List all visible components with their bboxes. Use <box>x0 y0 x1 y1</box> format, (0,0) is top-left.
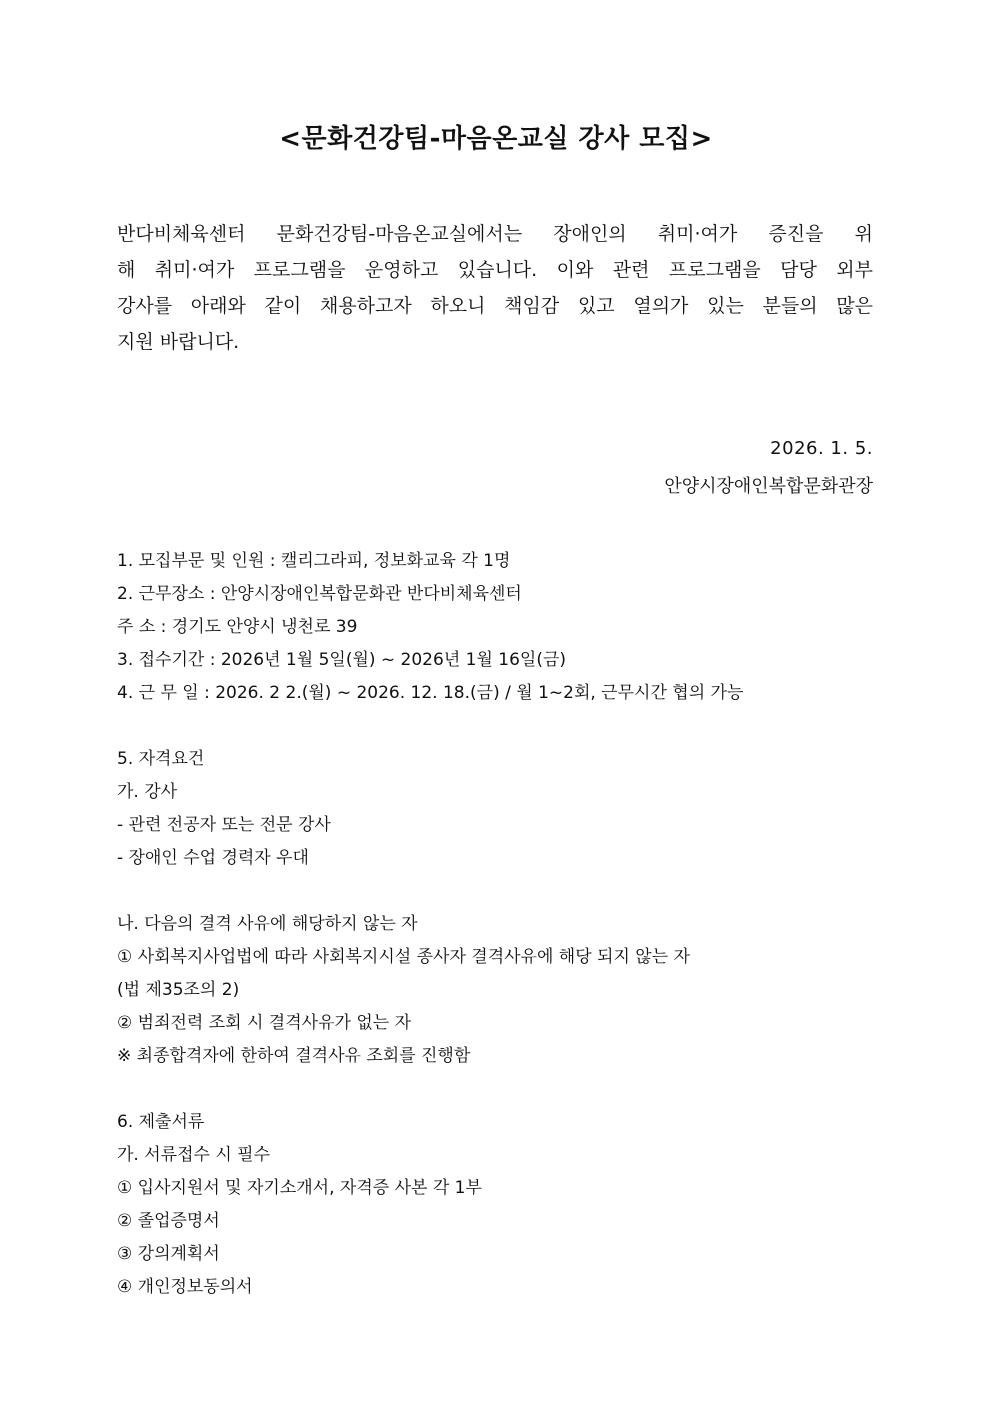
list-item: ※ 최종합격자에 한하여 결격사유 조회를 진행함 <box>117 1046 471 1066</box>
documents-heading: 6. 제출서류 <box>117 1112 205 1132</box>
item-period: 3. 접수기간 : 2026년 1월 5일(월) ~ 2026년 1월 16일(금) <box>117 650 567 670</box>
page-title: <문화건강팀-마음온교실 강사 모집> <box>279 124 713 154</box>
intro-paragraph <box>117 216 873 360</box>
qualifications-sub-b: 나. 다음의 결격 사유에 해당하지 않는 자 <box>117 914 418 934</box>
list-item: ① 입사지원서 및 자기소개서, 자격증 사본 각 1부 <box>117 1178 482 1198</box>
list-item: ① 사회복지사업법에 따라 사회복지시설 종사자 결격사유에 해당 되지 않는 자 <box>117 947 690 967</box>
item-workdays: 4. 근 무 일 : 2026. 2 2.(월) ~ 2026. 12. 18.(금) / 월 1~2회, 근무시간 협의 가능 <box>117 683 744 703</box>
item-workplace: 2. 근무장소 : 안양시장애인복합문화관 반다비체육센터 <box>117 584 522 604</box>
item-recruit: 1. 모집부문 및 인원 : 캘리그라피, 정보화교육 각 1명 <box>117 551 511 571</box>
list-item: (법 제35조의 2) <box>117 980 240 1000</box>
list-item: - 관련 전공자 또는 전문 강사 <box>117 815 331 835</box>
intro-line: 강사를 아래와 같이 채용하고자 하오니 책임감 있고 열의가 있는 분들의 많은 <box>117 295 873 317</box>
qualifications-sub-a: 가. 강사 <box>117 782 178 802</box>
intro-line: 반다비체육센터 문화건강팀-마음온교실에서는 장애인의 취미·여가 증진을 위 <box>117 223 873 245</box>
qualifications-heading: 5. 자격요건 <box>117 749 205 769</box>
list-item: - 장애인 수업 경력자 우대 <box>117 848 309 868</box>
list-item: ③ 강의계획서 <box>117 1244 220 1264</box>
list-item: ② 졸업증명서 <box>117 1211 220 1231</box>
organization-name: 안양시장애인복합문화관장 <box>664 476 873 497</box>
intro-line: 해 취미·여가 프로그램을 운영하고 있습니다. 이와 관련 프로그램을 담당 외부 <box>117 259 873 281</box>
documents-sub-a: 가. 서류접수 시 필수 <box>117 1145 270 1165</box>
announcement-date: 2026. 1. 5. <box>770 438 873 459</box>
item-address: 주 소 : 경기도 안양시 냉천로 39 <box>117 617 358 637</box>
list-item: ② 범죄전력 조회 시 결격사유가 없는 자 <box>117 1013 411 1033</box>
intro-line: 지원 바랍니다. <box>117 331 240 353</box>
list-item: ④ 개인정보동의서 <box>117 1277 253 1297</box>
